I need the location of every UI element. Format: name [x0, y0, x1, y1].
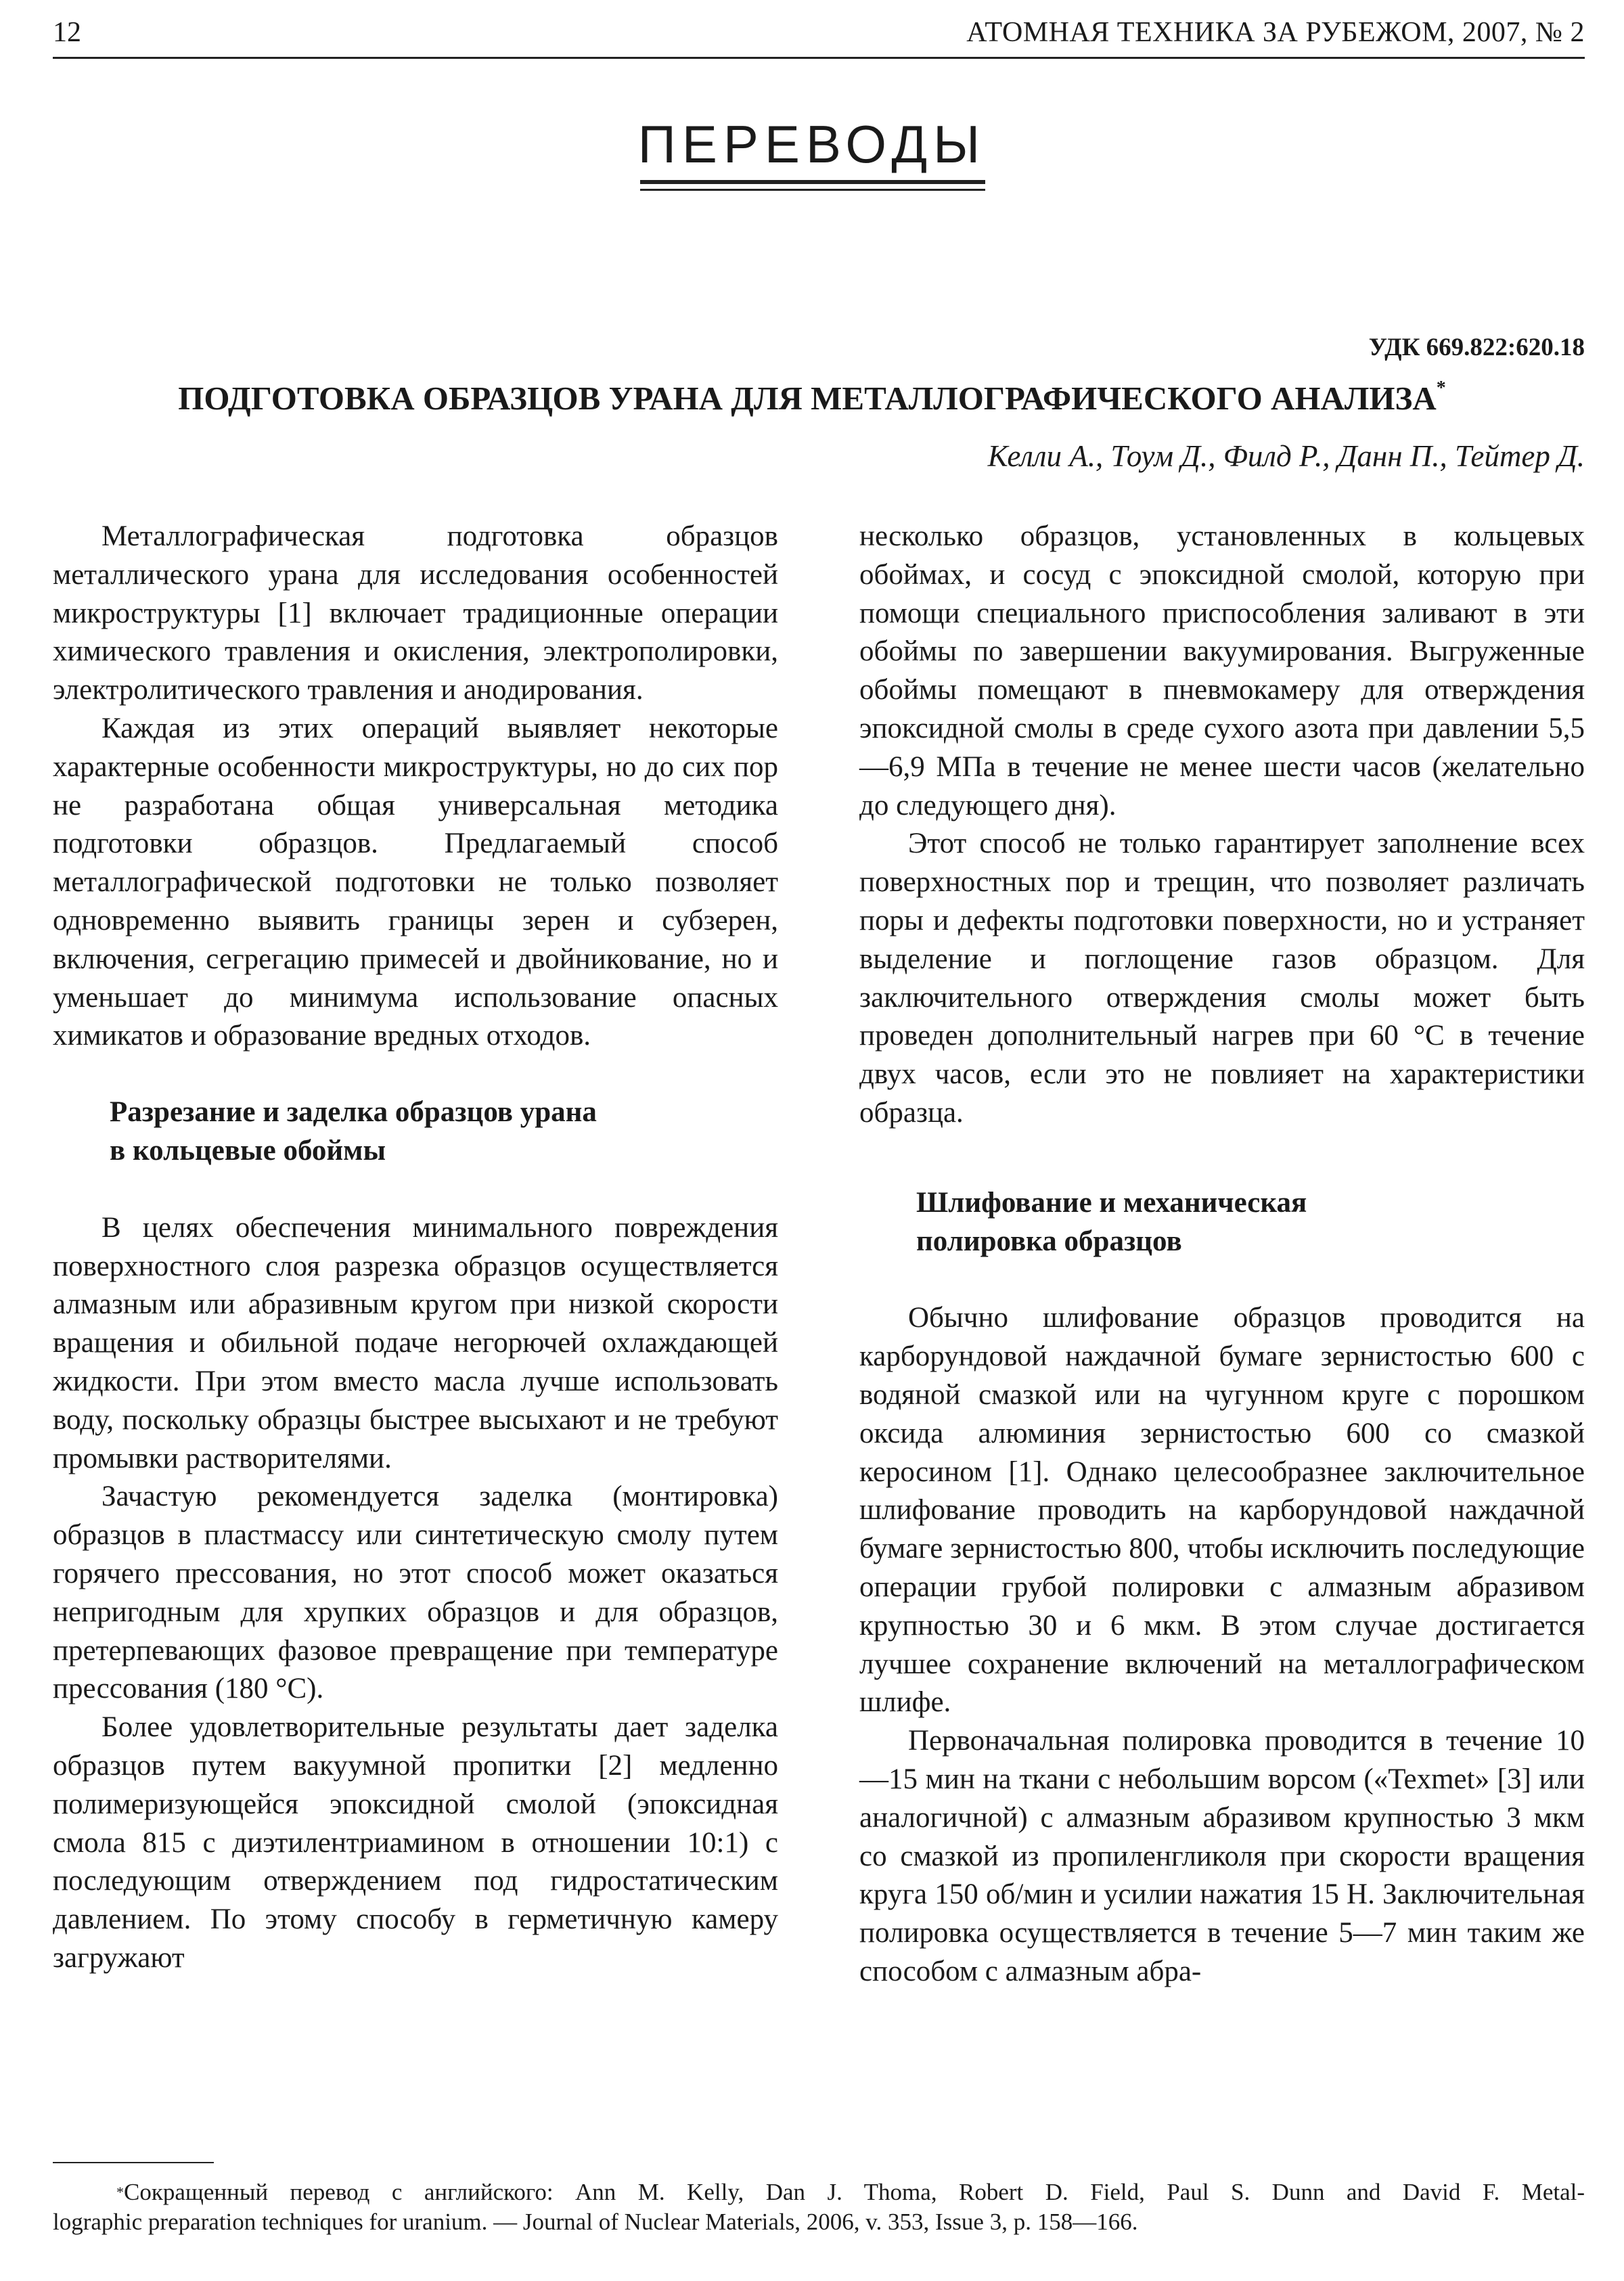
paragraph: Обычно шлифование образцов проводится на карборундовой наждачной бумаге зернистостью 600 с водяной смазкой или на чугунном круге с порошком оксида алюминия зернистостью 600 со смазкой керосином [1]. Однако целесообразнее заключительное шлифование проводить на карборундовой наждачной бумаге зернистостью 800, чтобы исключить последующие операции грубой полировки с алмазным абразивом крупностью 30 и 6 мкм. В этом случае достигается лучшее сохранение включений на металлографическом шлифе. — [859, 1302, 1585, 1719]
subsection-heading — [53, 1093, 778, 1171]
section-title-rule-thick — [640, 180, 985, 184]
left-column — [53, 518, 778, 1978]
page-number: 12 — [53, 17, 81, 48]
footnote-marker: * — [1436, 378, 1446, 399]
footnote-line: lographic preparation techniques for uranium. — Journal of Nuclear Materials, 2006, v. 353, Issue 3, p. 158—166. — [53, 2209, 1138, 2235]
paragraph: Этот способ не только гарантирует заполнение всех поверхностных пор и трещин, что позволяет различать поры и дефекты подготовки поверхности, но и устраняет выделение и поглощение газов образцом. Для заключительного отверждения смолы может быть проведен дополнительный нагрев при 60 °C в течение двух часов, если это не повлияет на характеристики образца. — [859, 828, 1585, 1129]
subsection-heading — [859, 1184, 1585, 1261]
footnote-line — [53, 2177, 1585, 2207]
footnote-rule — [53, 2162, 214, 2163]
footnote-mark: * — [116, 2184, 124, 2200]
paragraph: несколько образцов, установленных в кольцевых обоймах, и сосуд с эпоксидной смолой, которую при помощи специального приспособления заливают в эти обоймы по завершении вакуумирования. Выгруженные обоймы помещают в пневмокамеру для отверждения эпоксидной смолы в среде сухого азота при давлении 5,5—6,9 МПа в течение не менее шести часов (желательно до следующего дня). — [859, 520, 1585, 821]
section-title-rule-thin — [640, 189, 985, 191]
running-header: АТОМНАЯ ТЕХНИКА ЗА РУБЕЖОМ, 2007, № 2 — [966, 17, 1585, 48]
footnote — [53, 2177, 1585, 2237]
paragraph: Первоначальная полировка проводится в течение 10—15 мин на ткани с небольшим ворсом («Texmet» [3] или аналогичной) с алмазным абразивом крупностью 3 мкм со смазкой из пропиленгликоля при скорости вращения круга 150 об/мин и усилии нажатия 15 Н. Заключительная полировка осуществляется в течение 5—7 мин таким же способом с алмазным абра- — [859, 1725, 1585, 1987]
heading-line: Разрезание и заделка образцов урана — [110, 1096, 597, 1129]
article-title-text: ПОДГОТОВКА ОБРАЗЦОВ УРАНА ДЛЯ МЕТАЛЛОГРАФИЧЕСКОГО АНАЛИЗА — [178, 380, 1437, 417]
paragraph: Зачастую рекомендуется заделка (монтировка) образцов в пластмассу или синтетическую смолу путем горячего прессования, но этот способ может оказаться непригодным для хрупких образцов и для образцов, претерпевающих фазовое превращение при температуре прессования (180 °C). — [53, 1481, 778, 1705]
article-authors: Келли А., Тоум Д., Филд Р., Данн П., Тейтер Д. — [987, 439, 1585, 473]
udk-code: УДК 669.822:620.18 — [1368, 334, 1585, 361]
header-rule — [53, 57, 1585, 59]
section-title: ПЕРЕВОДЫ — [637, 114, 987, 174]
heading-line: Шлифование и механическая — [916, 1186, 1307, 1219]
footnote-text: Сокращенный перевод с английского: Ann M. Kelly, Dan J. Thoma, Robert D. Field, Paul S. Dunn and David F. Metal- — [124, 2179, 1585, 2205]
right-column — [859, 518, 1585, 1991]
heading-line: в кольцевые обоймы — [110, 1134, 386, 1167]
paragraph: В целях обеспечения минимального повреждения поверхностного слоя разрезка образцов осуществляется алмазным или абразивным кругом при низкой скорости вращения и обильной подаче негорючей охлаждающей жидкости. При этом вместо масла лучше использовать воду, поскольку образцы быстрее высыхают и не требуют промывки растворителями. — [53, 1211, 778, 1474]
paragraph: Каждая из этих операций выявляет некоторые характерные особенности микроструктуры, но до сих пор не разработана общая универсальная методика подготовки образцов. Предлагаемый способ металлографической подготовки не только позволяет одновременно выявить границы зерен и субзерен, включения, сегрегацию примесей и двойникование, но и уменьшает до минимума использование опасных химикатов и образование вредных отходов. — [53, 712, 778, 1052]
paragraph: Более удовлетворительные результаты дает заделка образцов путем вакуумной пропитки [2] медленно полимеризующейся эпоксидной смолой (эпоксидная смола 815 с диэтилентриамином в отношении 10:1) с последующим отверждением под гидростатическим давлением. По этому способу в герметичную камеру загружают — [53, 1711, 778, 1974]
heading-line: полировка образцов — [916, 1225, 1182, 1257]
article-title — [0, 379, 1624, 417]
paragraph: Металлографическая подготовка образцов металлического урана для исследования особенностей микроструктуры [1] включает традиционные операции химического травления и окисления, электрополировки, электролитического травления и анодирования. — [53, 520, 778, 706]
